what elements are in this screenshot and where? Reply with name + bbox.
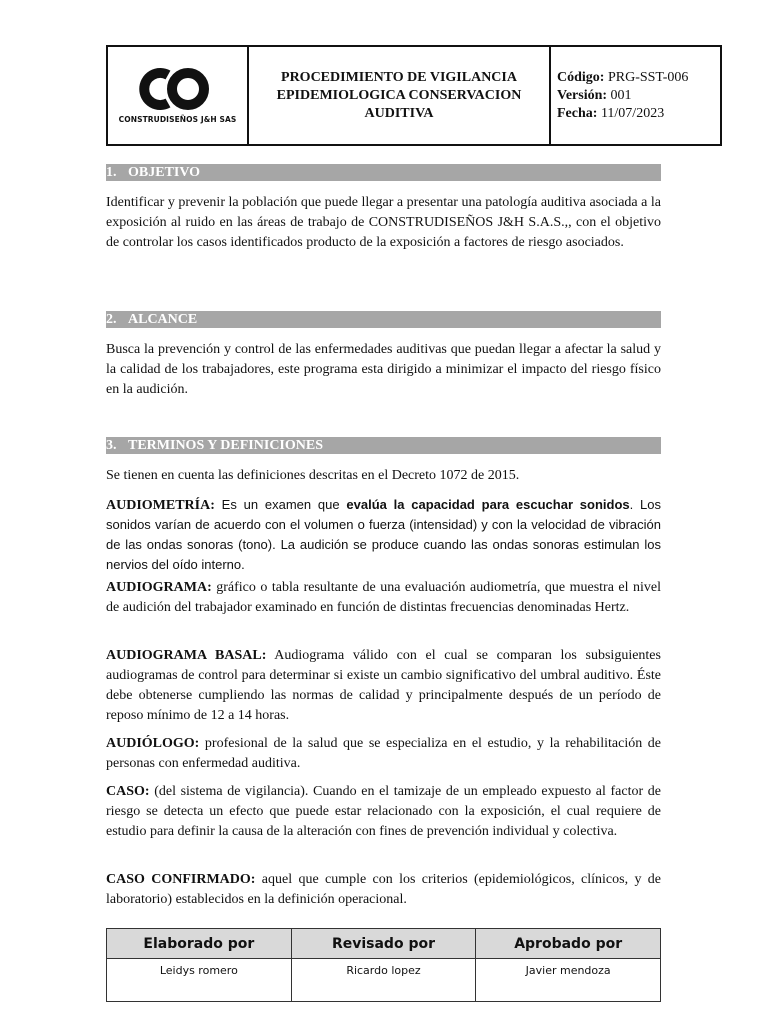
definition-term: CASO: xyxy=(106,784,150,799)
header-aprobado: Aprobado por xyxy=(476,929,661,959)
signature-names-row xyxy=(107,959,661,1002)
definition-audiograma: AUDIOGRAMA: gráfico o tabla resultante de una evaluación audiometría, que muestra el nivel de audición del trabajador examinado en función de distintas frecuencias denominadas Hertz. xyxy=(106,580,661,615)
version-value: 001 xyxy=(610,88,632,103)
date-value: 11/07/2023 xyxy=(600,106,665,121)
logo-text: CONSTRUDISEÑOS J&H SAS xyxy=(118,115,237,124)
definition-caso: CASO: (del sistema de vigilancia). Cuando en el tamizaje de un empleado expuesto al factor de riesgo se detecta un efecto que puede estar relacionado con la exposición, el cual requiere de estudio para definir la causa de la alteración con fines de prevención individual y colectiva. xyxy=(106,784,661,839)
section-heading-alcance: 2. ALCANCE xyxy=(106,311,661,328)
document-header xyxy=(106,45,722,146)
definition-caso-confirmado: CASO CONFIRMADO: aquel que cumple con los criterios (epidemiológicos, clínicos, y de laboratorio) establecidos en la definición operacional. xyxy=(106,872,661,907)
definition-term: AUDIOGRAMA BASAL: xyxy=(106,648,267,663)
name-elaborado: Leidys romero xyxy=(107,959,292,1002)
logo xyxy=(108,47,249,144)
definition-term: AUDIÓLOGO: xyxy=(106,736,200,751)
definition-term: AUDIOGRAMA: xyxy=(106,580,212,595)
name-revisado: Ricardo lopez xyxy=(291,959,476,1002)
code-line: Código: PRG-SST-006 xyxy=(557,70,689,85)
objetivo-paragraph: Identificar y prevenir la población que puede llegar a presentar una patología auditiva asociada a la exposición al ruido en las áreas de trabajo de CONSTRUDISEÑOS J&H S.A.S.,, con el objetivo de controlar los casos identificados producto de la exposición a factores de riesgo asociados. xyxy=(106,195,661,250)
document-meta xyxy=(551,47,720,144)
section-heading-objetivo: 1. OBJETIVO xyxy=(106,164,661,181)
signature-header-row xyxy=(107,929,661,959)
section-heading-terminos: 3. TERMINOS Y DEFINICIONES xyxy=(106,437,661,454)
definition-audiologo: AUDIÓLOGO: profesional de la salud que se especializa en el estudio, y la rehabilitación de personas con enfermedad auditiva. xyxy=(106,736,661,771)
version-line: Versión: 001 xyxy=(557,88,632,103)
name-aprobado: Javier mendoza xyxy=(476,959,661,1002)
definition-audiometria: AUDIOMETRÍA: Es un examen que evalúa la capacidad para escuchar sonidos. Los sonidos varían de acuerdo con el volumen o fuerza (intensidad) y con la velocidad de vibración de las ondas sonoras (tono). La audición se produce cuando las ondas sonoras estimulan los nervios del oído interno. xyxy=(106,497,661,572)
date-line: Fecha: 11/07/2023 xyxy=(557,106,665,121)
alcance-paragraph: Busca la prevención y control de las enfermedades auditivas que puedan llegar a afectar la salud y la calidad de los trabajadores, este programa esta dirigido a minimizar el impacto del riesgo físico en la audición. xyxy=(106,342,661,397)
header-revisado: Revisado por xyxy=(291,929,476,959)
code-value: PRG-SST-006 xyxy=(607,70,689,85)
definitions-intro: Se tienen en cuenta las definiciones descritas en el Decreto 1072 de 2015. xyxy=(106,468,520,483)
header-elaborado: Elaborado por xyxy=(107,929,292,959)
signature-table xyxy=(106,928,661,1002)
definition-term: AUDIOMETRÍA: xyxy=(106,498,215,513)
document-title: PROCEDIMIENTO DE VIGILANCIA EPIDEMIOLOGICA CONSERVACION AUDITIVA xyxy=(249,47,551,144)
definition-audiograma-basal: AUDIOGRAMA BASAL: Audiograma válido con el cual se comparan los subsiguientes audiogramas de control para determinar si existe un cambio significativo del umbral auditivo. Éste debe obtenerse cumpliendo las normas de calidad y principalmente después de un período de reposo mínimo de 12 a 14 horas. xyxy=(106,648,661,723)
definition-term: CASO CONFIRMADO: xyxy=(106,872,256,887)
logo-mark-icon xyxy=(138,67,218,111)
